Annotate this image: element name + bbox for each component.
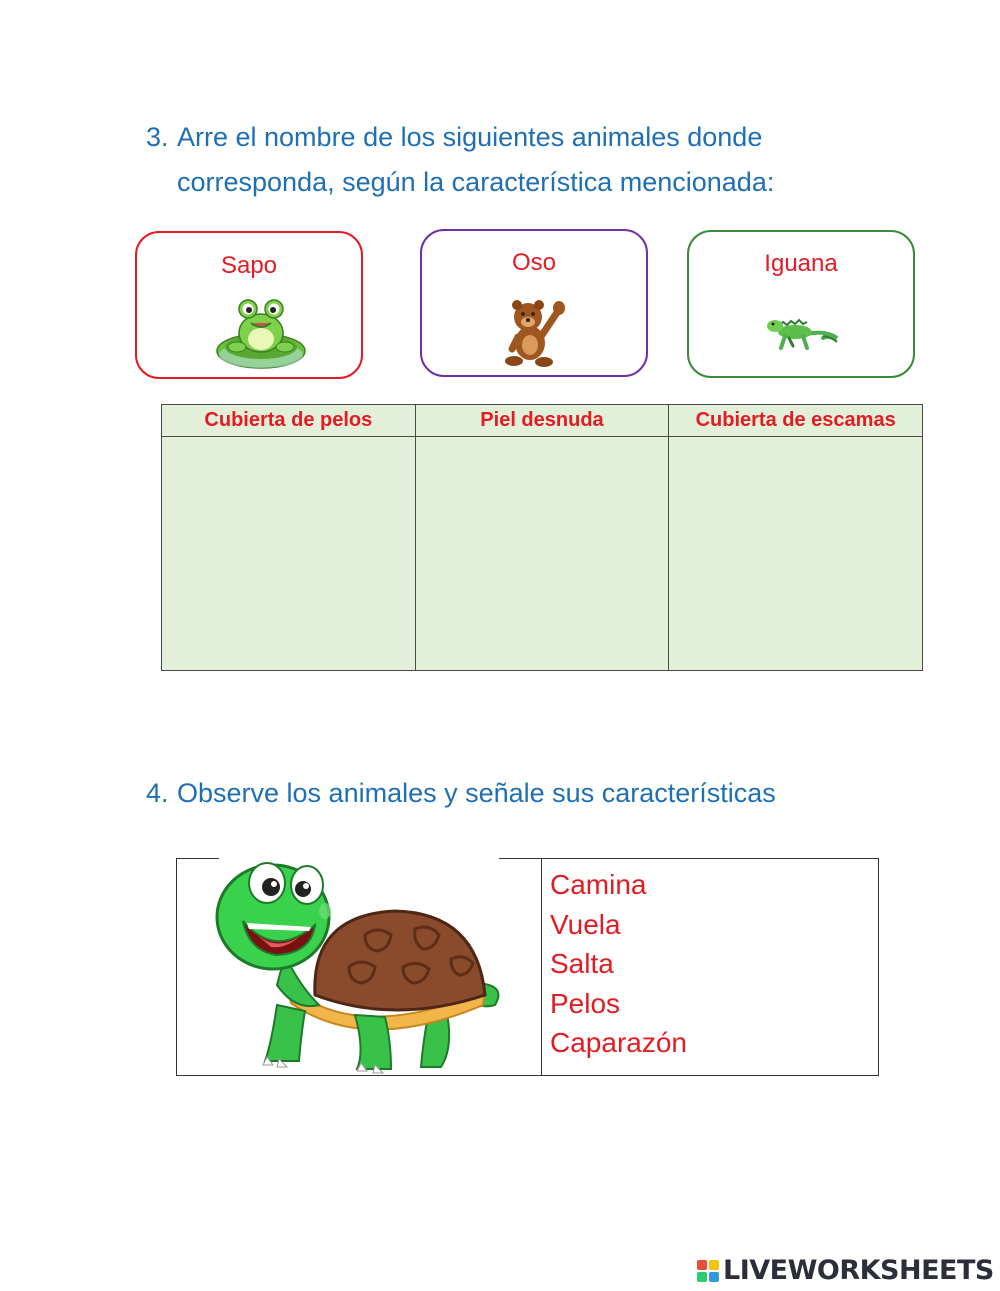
bear-icon <box>504 297 568 369</box>
question-3-title <box>146 115 877 205</box>
option-salta[interactable]: Salta <box>550 948 614 980</box>
turtle-icon <box>215 855 505 1077</box>
question-4-number: 4. <box>146 778 169 808</box>
option-vuela[interactable]: Vuela <box>550 908 621 940</box>
drop-zone-piel[interactable] <box>415 437 669 671</box>
column-header-pelos: Cubierta de pelos <box>162 405 416 437</box>
question-3-text: Arre el nombre de los siguientes animales donde corresponda, según la característica mencionada: <box>177 122 775 197</box>
turtle-options <box>550 865 687 1063</box>
question-4-text: Observe los animales y señale sus características <box>177 778 776 808</box>
table-header-row <box>162 405 923 437</box>
animal-card-label: Iguana <box>764 250 838 277</box>
table-drop-row <box>162 437 923 671</box>
sorting-table <box>161 404 923 671</box>
logo-blocks-icon <box>697 1260 719 1282</box>
frog-icon <box>215 295 307 371</box>
animal-card-label: Sapo <box>220 252 278 279</box>
question-3-number: 3. <box>146 122 169 152</box>
animal-card-oso <box>420 229 648 377</box>
question-4-title <box>146 771 877 816</box>
animal-card-label: Oso <box>511 249 556 276</box>
column-header-escamas: Cubierta de escamas <box>669 405 923 437</box>
column-header-piel: Piel desnuda <box>415 405 669 437</box>
animal-card-iguana <box>687 230 915 378</box>
iguana-icon <box>767 308 841 356</box>
drop-zone-escamas[interactable] <box>669 437 923 671</box>
option-camina[interactable]: Camina <box>550 869 647 900</box>
drop-zone-pelos[interactable] <box>162 437 416 671</box>
option-caparazon[interactable]: Caparazón <box>550 1027 687 1059</box>
animal-card-sapo <box>135 231 363 379</box>
logo-text: LIVEWORKSHEETS <box>723 1255 994 1286</box>
turtle-box <box>176 858 879 1076</box>
option-pelos[interactable]: Pelos <box>550 987 621 1019</box>
liveworksheets-logo <box>697 1255 994 1286</box>
